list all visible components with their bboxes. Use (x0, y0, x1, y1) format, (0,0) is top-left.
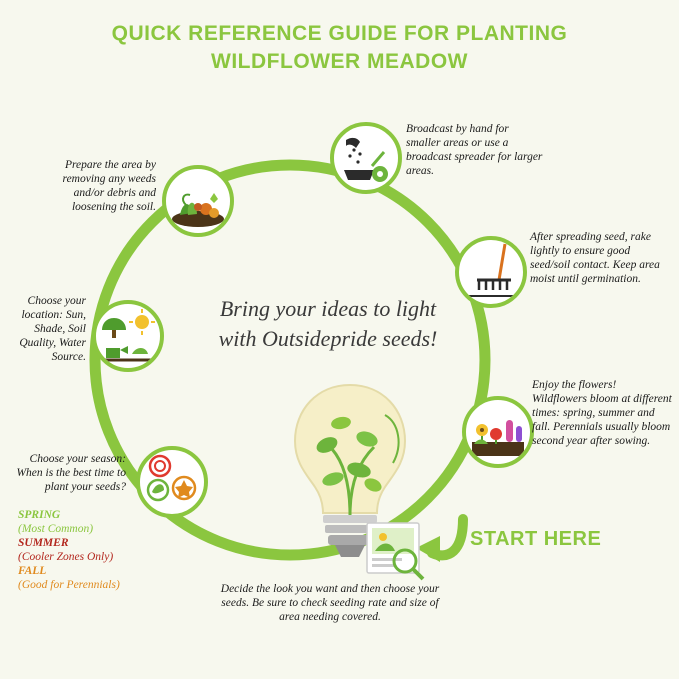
caption-enjoy-flowers: Enjoy the flowers! Wildflowers bloom at different times: spring, summer and fall. Perennials usually bloom second year after sowing. (532, 379, 672, 447)
season-fall-note: (Good for Perennials) (18, 579, 120, 591)
caption-broadcast-seed: Broadcast by hand for smaller areas or use a broadcast spreader for larger areas. (406, 123, 543, 177)
caption-decide-look: Decide the look you want and then choose your seeds. Be sure to check seeding rate and size of area needing covered. (220, 583, 440, 623)
node-choose-location[interactable] (92, 300, 164, 372)
season-summer (18, 536, 198, 564)
start-here-label: START HERE (470, 528, 602, 550)
caption-rake-lightly: After spreading seed, rake lightly to ensure good seed/soil contact. Keep area moist until germination. (530, 231, 660, 285)
flower-tray-icon (466, 400, 530, 464)
season-fall-name: FALL (18, 565, 47, 577)
slogan-line-2: with Outsidepride seeds! (218, 326, 438, 351)
lightbulb-illustration (255, 375, 445, 590)
node-enjoy-flowers[interactable] (462, 396, 534, 468)
season-spring-name: SPRING (18, 509, 61, 521)
seed-packet-icon (367, 523, 423, 579)
season-list (18, 508, 198, 592)
caption-choose-location: Choose your location: Sun, Shade, Soil Quality, Water Source. (19, 295, 86, 363)
season-summer-note: (Cooler Zones Only) (18, 551, 114, 563)
slogan (178, 294, 478, 354)
page-title-line-2: WILDFLOWER MEADOW (211, 50, 468, 73)
sun-shade-watering-icon (96, 304, 160, 368)
caption-choose-season: Choose your season: When is the best time to plant your seeds? (16, 453, 126, 493)
slogan-line-1: Bring your ideas to light (219, 296, 437, 321)
season-spring (18, 508, 198, 536)
season-spring-note: (Most Common) (18, 523, 94, 535)
hand-seeding-spreader-icon (334, 126, 398, 190)
soil-weeds-icon (166, 169, 230, 233)
caption-prepare-area: Prepare the area by removing any weeds and/or debris and loosening the soil. (62, 159, 156, 213)
node-prepare-area[interactable] (162, 165, 234, 237)
page-title-line-1: QUICK REFERENCE GUIDE FOR PLANTING (111, 22, 568, 45)
season-fall (18, 564, 198, 592)
season-summer-name: SUMMER (18, 537, 69, 549)
season-circles-icon (140, 450, 204, 514)
node-broadcast-seed[interactable] (330, 122, 402, 194)
